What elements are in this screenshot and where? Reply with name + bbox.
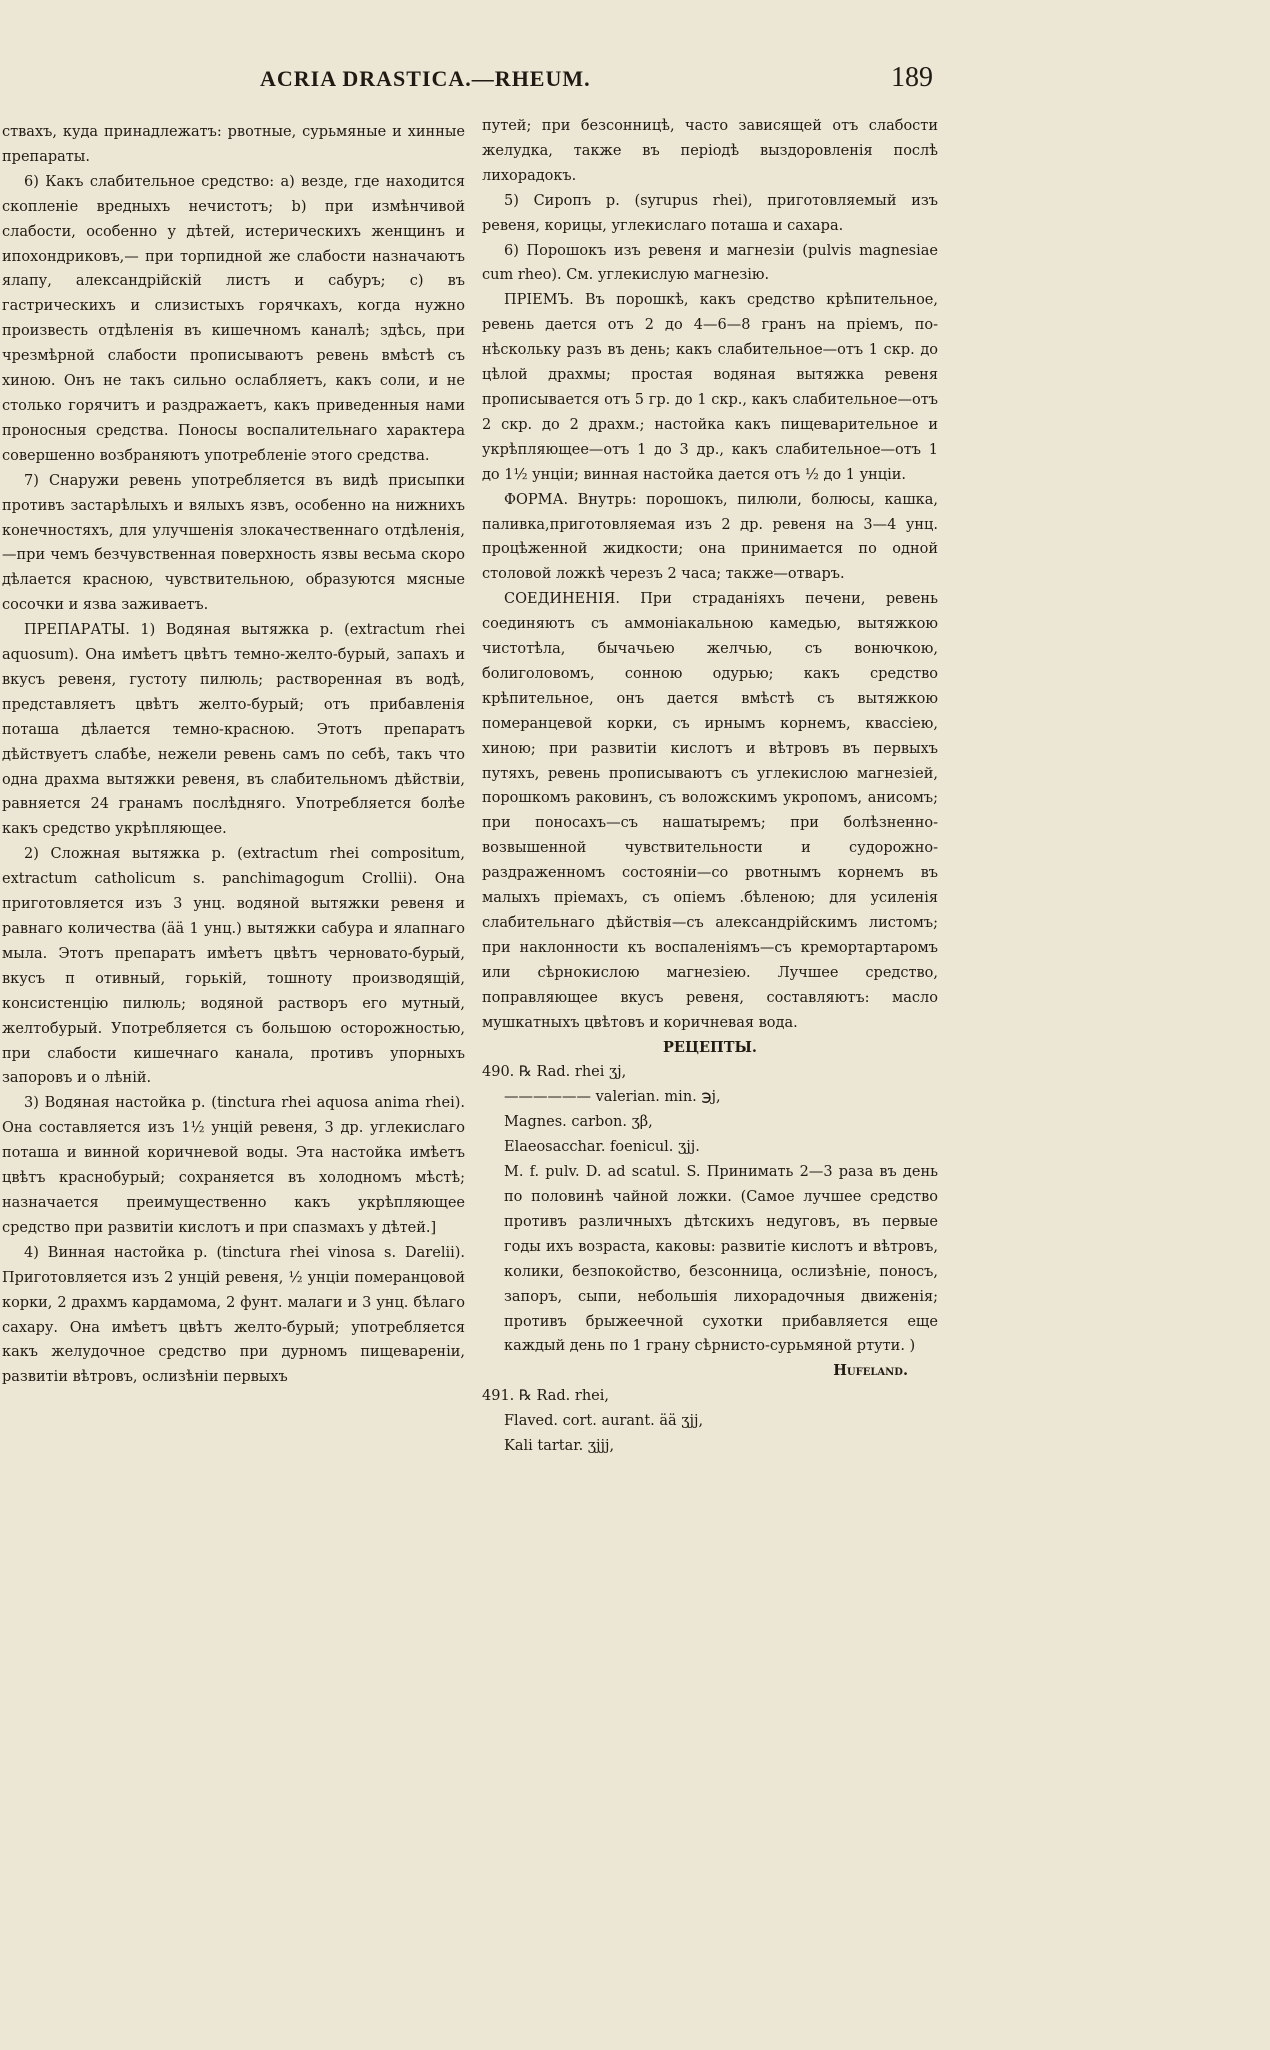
paragraph: 5) Сиропъ р. (syrupus rhei), приготовляемый изъ ревеня, корицы, углекислаго поташа и сахара.	[482, 192, 938, 234]
paragraph: ПРІЕМЪ. Въ порошкѣ, какъ средство крѣпительное, ревень дается отъ 2 до 4—6—8 гранъ на пріемъ, по-нѣскольку разъ въ день; какъ слабительное—отъ 1 скр. до цѣлой драхмы; простая водяная вытяжка ревеня прописывается отъ 5 гр. до 1 скр., какъ слабительное—отъ 2 скр. до 2 драхм.; настойка какъ пищеварительное и укрѣпляющее—отъ 1 до 3 др., какъ слабительное—отъ 1 до 1½ унціи; винная настойка дается отъ ½ до 1 унціи.	[482, 292, 938, 483]
paragraph: 7) Снаружи ревень употребляется въ видѣ присыпки противъ застарѣлыхъ и вялыхъ язвъ, особенно на нижнихъ конечностяхъ, для улучшенія злокачественнаго отдѣленія,—при чемъ безчувственная поверхность язвы весьма скоро дѣлается красною, чувствительною, образуются мясные сосочки и язва заживаетъ.	[2, 472, 465, 614]
recipe-line: M. f. pulv. D. ad scatul. S. Принимать 2—3 раза въ день по половинѣ чайной ложки. (Самое лучшее средство противъ различныхъ дѣтскихъ недуговъ, въ первые годы ихъ возраста, каковы: развитіе кислотъ и вѣтровъ, колики, безпокойство, безсонница, ослизѣніе, поносъ, запоръ, сыпи, небольшія лихорадочныя движенія; противъ брыжеечной сухотки прибавляется еще каждый день по 1 грану сѣрнисто-сурьмяной ртути. )	[504, 1164, 938, 1355]
paragraph: путей; при безсонницѣ, часто зависящей отъ слабости желудка, также въ періодѣ выздоровленія послѣ лихорадокъ.	[482, 118, 938, 184]
paragraph: ПРЕПАРАТЫ. 1) Водяная вытяжка р. (extractum rhei aquosum). Она имѣетъ цвѣтъ темно-желто-бурый, запахъ и вкусъ ревеня, густоту пилюль; растворенная въ водѣ, представляетъ цвѣтъ желто-бурый; отъ прибавленія поташа дѣлается темно-красною. Этотъ препаратъ дѣйствуетъ слабѣе, нежели ревень самъ по себѣ, такъ что одна драхма вытяжки ревеня, въ слабительномъ дѣйствіи, равняется 24 гранамъ послѣдняго. Употребляется болѣе какъ средство укрѣпляющее.	[2, 622, 465, 838]
recipe-line: —————— valerian. min. ℈j,	[504, 1089, 721, 1106]
paragraph: ФОРМА. Внутрь: порошокъ, пилюли, болюсы, кашка, паливка,приготовляемая изъ 2 др. ревеня на 3—4 унц. процѣженной жидкости; она принимается по одной столовой ложкѣ черезъ 2 часа; также—отваръ.	[482, 491, 938, 583]
recipe-line: Flaved. cort. aurant. ää ʒjj,	[504, 1413, 704, 1430]
recipes-heading: РЕЦЕПТЫ.	[663, 1038, 757, 1056]
recipe-signature: Hufeland.	[833, 1362, 908, 1380]
paragraph: 4) Винная настойка р. (tinctura rhei vinosa s. Darelii). Приготовляется изъ 2 унцій ревеня, ½ унціи померанцовой корки, 2 драхмъ кардамома, 2 фунт. малаги и 3 унц. бѣлаго сахару. Она имѣетъ цвѣтъ желто-бурый; употребляется какъ желудочное средство при дурномъ пищевареніи, развитіи вѣтровъ, ослизѣніи первыхъ	[2, 1244, 465, 1386]
recipe-line: Magnes. carbon. ʒβ,	[504, 1114, 653, 1131]
paragraph: СОЕДИНЕНІЯ. При страданіяхъ печени, ревень соединяютъ съ аммоніакальною камедью, вытяжкою чистотѣла, бычачьею желчью, съ вонючкою, болиголовомъ, сонною одурью; какъ средство крѣпительное, онъ дается вмѣстѣ съ вытяжкою померанцевой корки, съ ирнымъ корнемъ, квассіею, хиною; при развитіи кислотъ и вѣтровъ въ первыхъ путяхъ, ревень прописываютъ съ углекислою магнезіей, порошкомъ раковинъ, съ воложскимъ укропомъ, анисомъ; при поносахъ—съ нашатыремъ; при болѣзненно-возвышенной чувствительности и судорожно-раздраженномъ состояніи—со рвотнымъ корнемъ въ малыхъ пріемахъ, съ опіемъ .бѣленою; для усиленія слабительнаго дѣйствія—съ александрійскимъ листомъ; при наклонности къ воспаленіямъ—съ кремортартаромъ или сѣрнокислою магнезіею. Лучшее средство, поправляющее вкусъ ревеня, составляютъ: масло мушкатныхъ цвѣтовъ и коричневая вода.	[482, 591, 938, 1031]
recipe-line: Elaeosacchar. foenicul. ʒjj.	[504, 1139, 700, 1156]
running-title: ACRIA DRASTICA.—RHEUM.	[260, 66, 591, 91]
paragraph: 3) Водяная настойка р. (tinctura rhei aquosa anima rhei). Она составляется изъ 1½ унцій ревеня, 3 др. углекислаго поташа и винной коричневой воды. Эта настойка имѣетъ цвѣтъ краснобурый; сохраняется въ холодномъ мѣстѣ; назначается преимущественно какъ укрѣпляющее средство при развитіи кислотъ и при спазмахъ у дѣтей.]	[2, 1095, 465, 1236]
paragraph: ствахъ, куда принадлежатъ: рвотные, сурьмяные и хинные препараты.	[2, 124, 465, 165]
recipe-line: 490. ℞ Rad. rhei ʒj,	[482, 1064, 627, 1081]
recipe-line: 491. ℞ Rad. rhei,	[482, 1388, 609, 1405]
recipe-line: Kali tartar. ʒjjj,	[504, 1438, 615, 1455]
recipe-490	[482, 1060, 938, 1384]
paragraph: 2) Сложная вытяжка р. (extractum rhei compositum, extractum catholicum s. panchimagogum Crollii). Она приготовляется изъ 3 унц. водяной вытяжки ревеня и равнаго количества (ää 1 унц.) вытяжки сабура и ялапнаго мыла. Этотъ препаратъ имѣетъ цвѣтъ черновато-бурый, вкусъ п отивный, горькій, тошноту производящій, консистенцію пилюль; водяной растворъ его мутный, желтобурый. Употребляется съ большою осторожностью, при слабости кишечнаго канала, противъ упорныхъ запоровъ и о лѣній.	[2, 846, 465, 1087]
right-column	[482, 114, 938, 1554]
left-column	[2, 120, 465, 1560]
page-number: 189	[891, 62, 933, 93]
paragraph: 6) Порошокъ изъ ревеня и магнезіи (pulvis magnesiae cum rheo). См. углекислую магнезію.	[482, 242, 938, 284]
recipe-491	[482, 1384, 938, 1459]
paragraph: 6) Какъ слабительное средство: a) везде, где находится скопленіе вредныхъ нечистотъ; b) при измѣнчивой слабости, особенно у дѣтей, истерическихъ женщинъ и ипохондриковъ,— при торпидной же слабости назначаютъ ялапу, александрійскій листъ и сабуръ; c) въ гастрическихъ и слизистыхъ горячкахъ, когда нужно произвесть отдѣленія въ кишечномъ каналѣ; здѣсь, при чрезмѣрной слабости прописываютъ ревень вмѣстѣ съ хиною. Онъ не такъ сильно ослабляетъ, какъ соли, и не столько горячитъ и раздражаетъ, какъ приведенныя нами проносныя средства. Поносы воспалительнаго характера совершенно возбраняютъ употребленіе этого средства.	[2, 173, 465, 464]
running-header	[0, 64, 971, 104]
